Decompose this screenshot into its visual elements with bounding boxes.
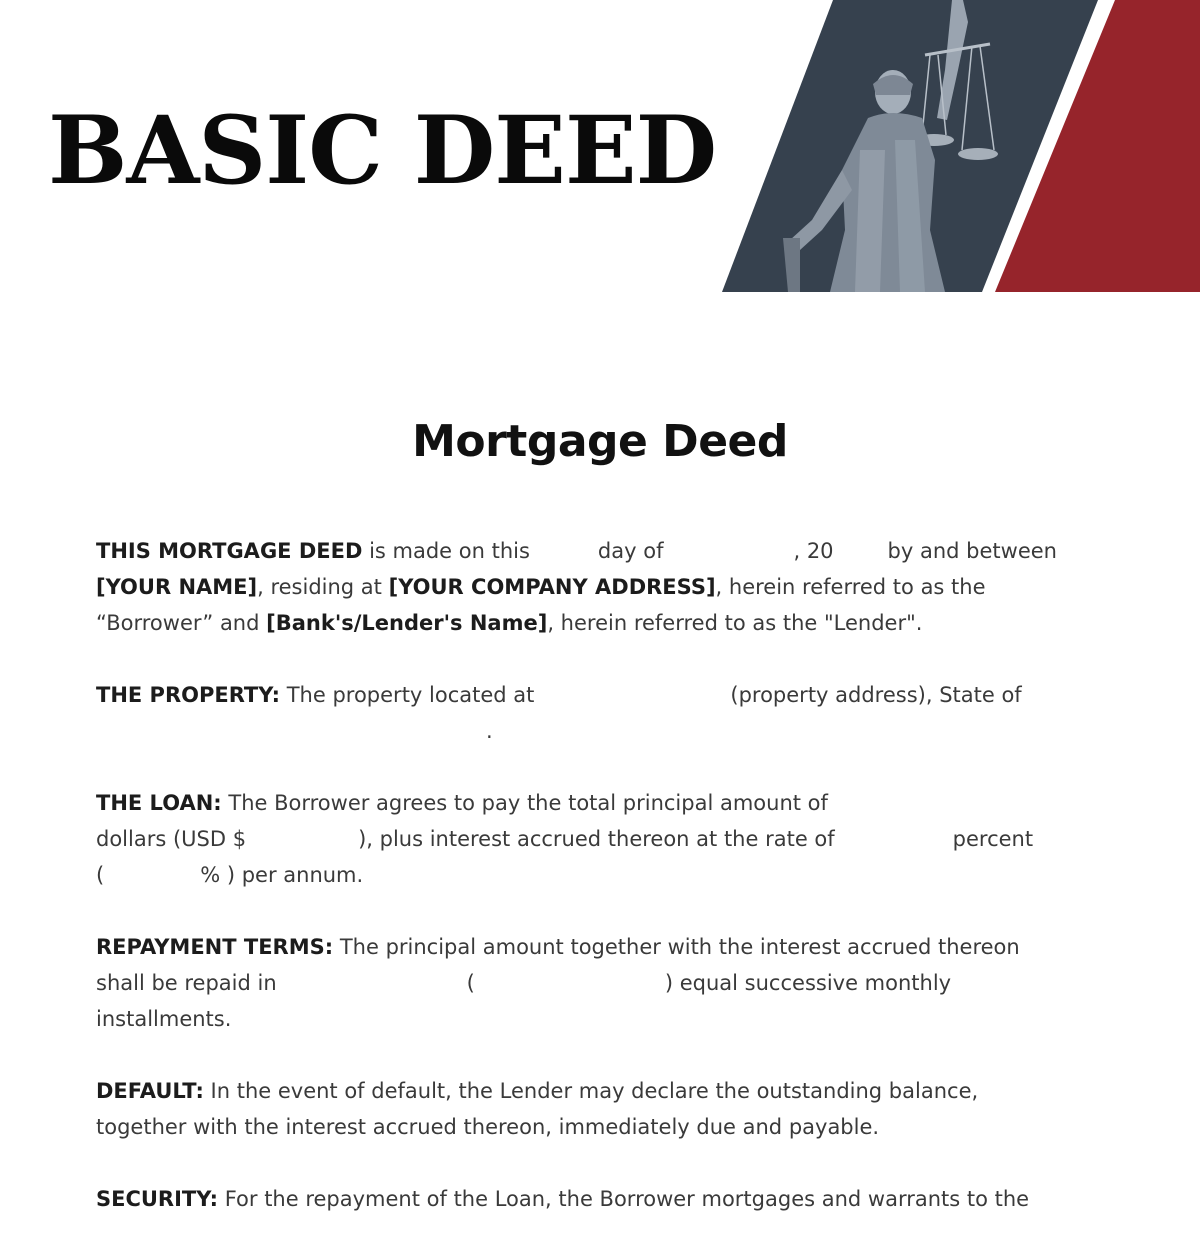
company-address-placeholder: [YOUR COMPANY ADDRESS]	[388, 575, 716, 599]
intro-text-4: by and between	[887, 539, 1057, 563]
default-text-1: In the event of default, the Lender may declare the outstanding balance,	[203, 1079, 979, 1103]
loan-text-2: dollars (USD $	[96, 827, 247, 851]
intro-text-7: “Borrower” and	[96, 611, 267, 635]
repayment-text-4: ) equal successive monthly	[664, 971, 952, 995]
intro-text-2: day of	[597, 539, 664, 563]
loan-text-5: (	[96, 863, 105, 887]
default-text-2: together with the interest accrued thereon, immediately due and payable.	[96, 1115, 880, 1139]
document-body	[96, 533, 1096, 1253]
intro-text-3: , 20	[793, 539, 834, 563]
repayment-label: REPAYMENT TERMS:	[96, 935, 334, 959]
intro-label: THIS MORTGAGE DEED	[96, 539, 363, 563]
intro-text-5: , residing at	[257, 575, 389, 599]
property-label: THE PROPERTY:	[96, 683, 281, 707]
default-label: DEFAULT:	[96, 1079, 204, 1103]
default-paragraph	[96, 1073, 1096, 1145]
intro-text-8: , herein referred to as the "Lender".	[547, 611, 923, 635]
document-title: Mortgage Deed	[412, 416, 788, 467]
intro-text-1: is made on this	[362, 539, 530, 563]
repayment-paragraph	[96, 929, 1096, 1037]
security-paragraph	[96, 1181, 1096, 1217]
loan-text-1: The Borrower agrees to pay the total principal amount of	[221, 791, 828, 815]
loan-text-6: % ) per annum.	[200, 863, 364, 887]
loan-text-4: percent	[952, 827, 1034, 851]
page-title: BASIC DEED	[48, 96, 717, 206]
loan-text-3: ), plus interest accrued thereon at the rate of	[358, 827, 835, 851]
loan-paragraph	[96, 785, 1096, 893]
repayment-text-2: shall be repaid in	[96, 971, 277, 995]
borrower-name-placeholder: [YOUR NAME]	[96, 575, 258, 599]
security-text-1: For the repayment of the Loan, the Borrower mortgages and warrants to the	[218, 1187, 1030, 1211]
repayment-text-5: installments.	[96, 1007, 232, 1031]
security-label: SECURITY:	[96, 1187, 219, 1211]
lender-name-placeholder: [Bank's/Lender's Name]	[266, 611, 548, 635]
loan-label: THE LOAN:	[96, 791, 222, 815]
header-banner	[0, 0, 1200, 292]
intro-text-6: , herein referred to as the	[715, 575, 986, 599]
property-paragraph	[96, 677, 1096, 749]
intro-paragraph	[96, 533, 1096, 641]
repayment-text-1: The principal amount together with the interest accrued thereon	[333, 935, 1020, 959]
property-text-3: .	[486, 719, 493, 743]
repayment-text-3: (	[466, 971, 475, 995]
property-text-1: The property located at	[280, 683, 535, 707]
property-text-2: (property address), State of	[730, 683, 1022, 707]
